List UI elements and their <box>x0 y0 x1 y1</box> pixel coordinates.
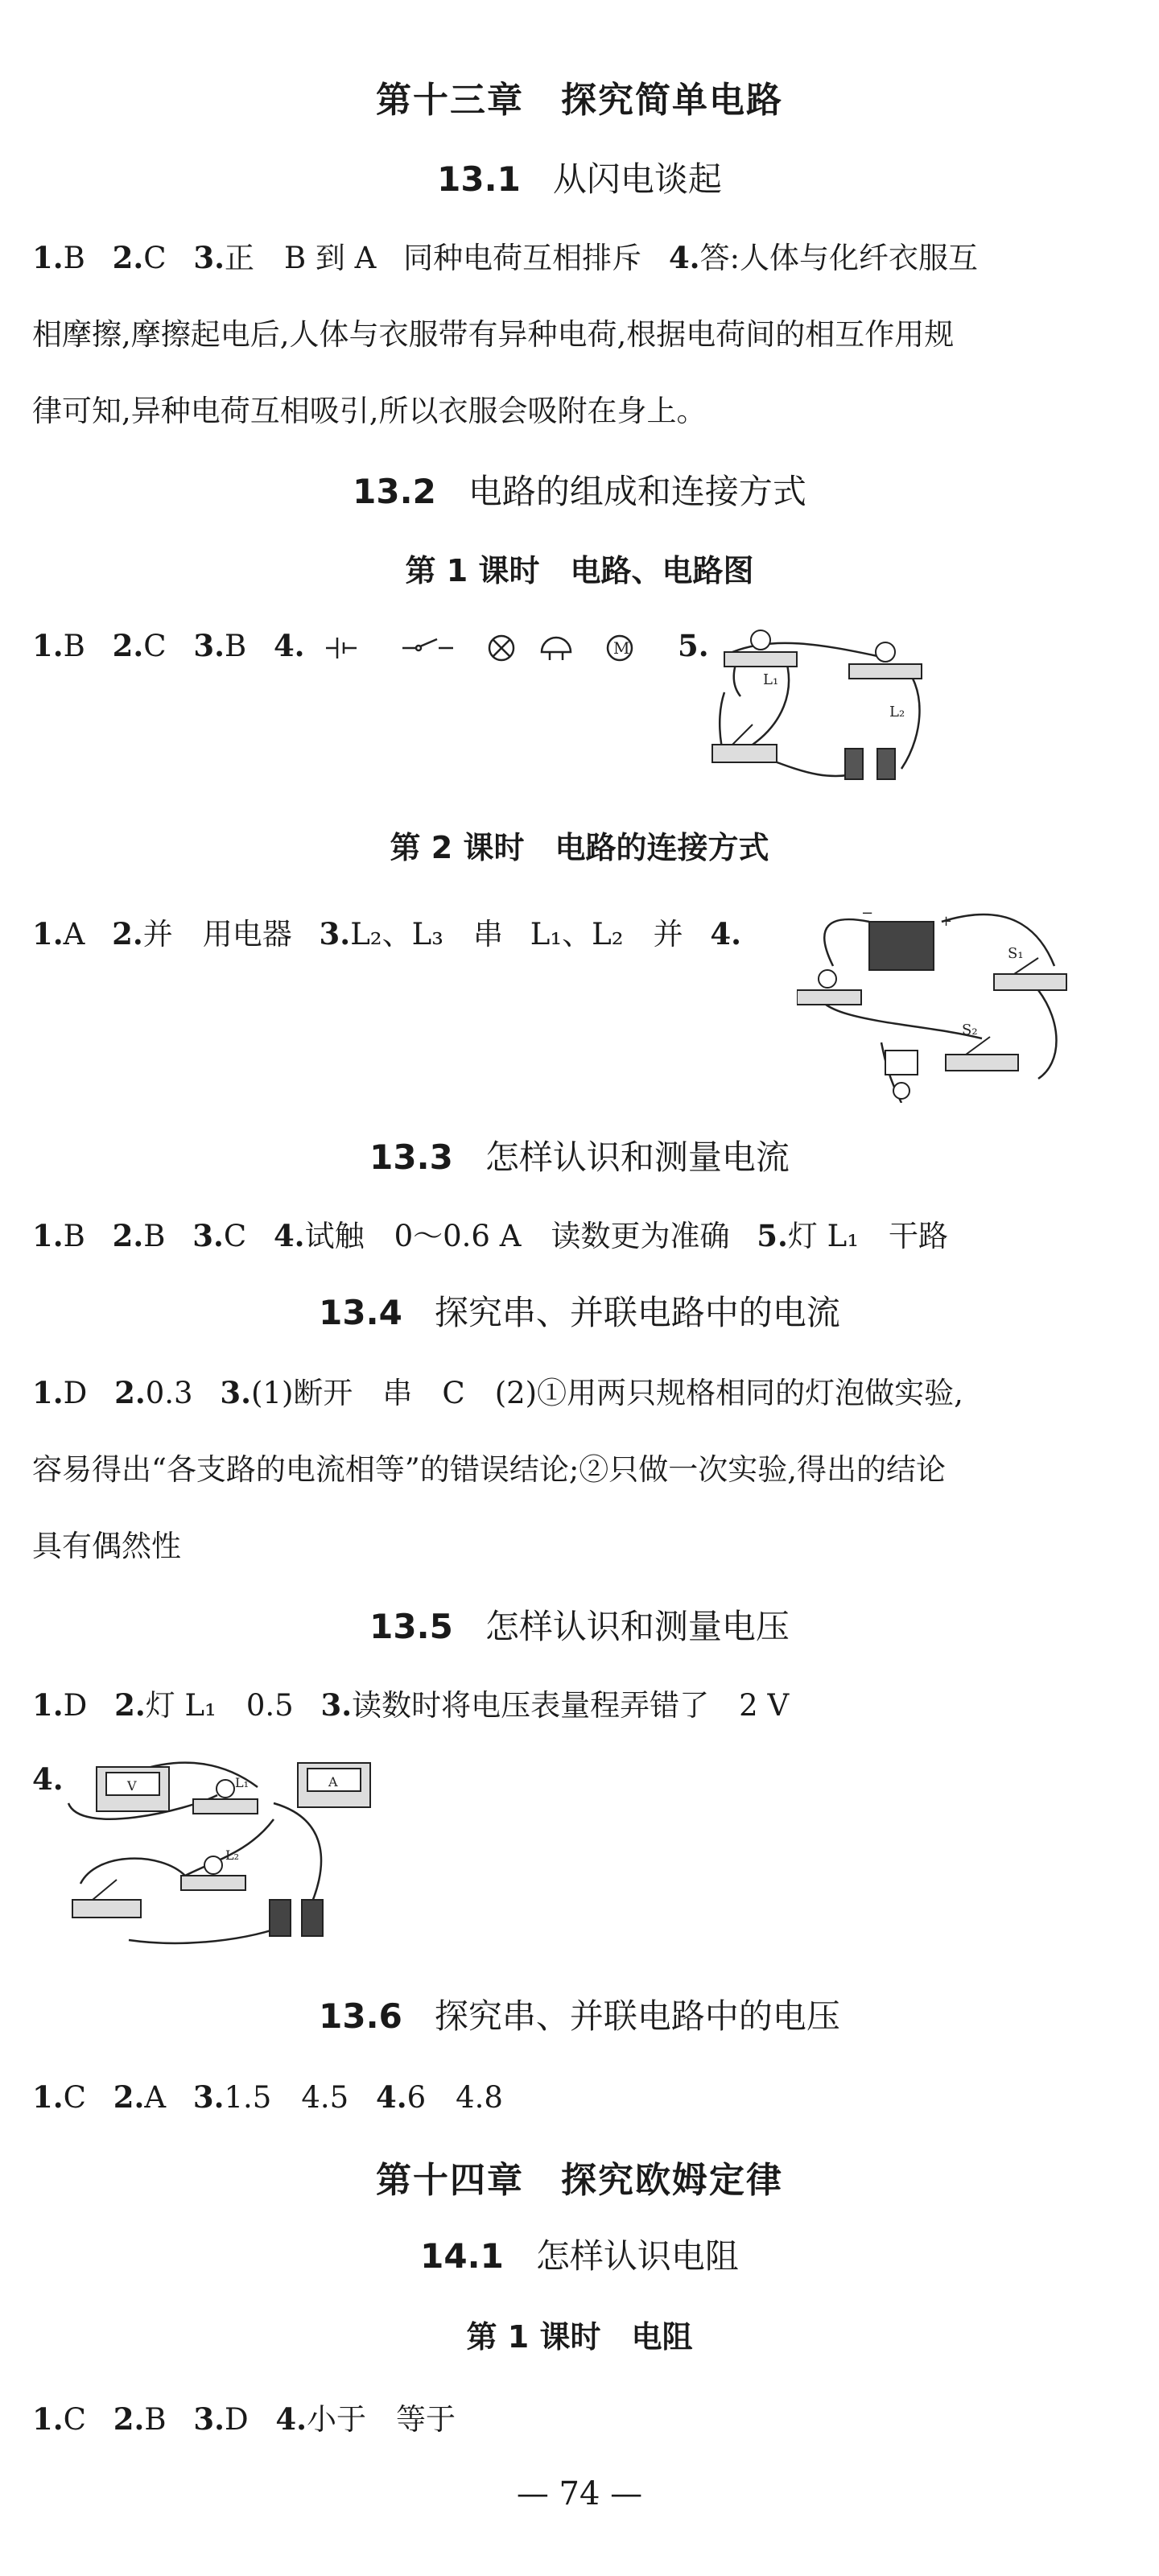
label-l1: L₁ <box>763 671 779 688</box>
label-l2: L₂ <box>889 704 905 720</box>
section-title-14-1: 14.1 怎样认识电阻 <box>420 2236 739 2276</box>
answer-line: 相摩擦,摩擦起电后,人体与衣服带有异种电荷,根据电荷间的相互作用规 <box>32 317 955 352</box>
section-title-13-5: 13.5 怎样认识和测量电压 <box>369 1607 790 1646</box>
svg-text:−: − <box>861 905 874 922</box>
circuit-diagram-4 <box>797 902 1070 1103</box>
circuit-symbols <box>326 628 680 668</box>
answer-line: 1.D 2.灯 L₁ 0.5 3.读数时将电压表量程弄错了 2 V <box>32 1687 790 1723</box>
label-s2: S₂ <box>962 1022 978 1038</box>
battery-pack <box>845 749 895 779</box>
bell-symbol-icon <box>542 638 571 660</box>
page-number: — 74 — <box>516 2475 643 2512</box>
svg-text:+: + <box>940 913 953 930</box>
switch-symbol-icon <box>402 639 453 650</box>
answer-line: 1.B 2.C 3.B 4. <box>32 628 305 663</box>
answer-line: 1.A 2.并 用电器 3.L₂、L₃ 串 L₁、L₂ 并 4. <box>32 916 741 952</box>
svg-text:L₂: L₂ <box>225 1847 240 1863</box>
chapter-title: 第十四章 探究欧姆定律 <box>376 2160 783 2201</box>
answer-line: 1.C 2.B 3.D 4.小于 等于 <box>32 2401 456 2437</box>
lesson-title: 第 2 课时 电路的连接方式 <box>390 830 769 865</box>
label-s1: S₁ <box>1008 945 1024 962</box>
question-number: 5. <box>678 628 709 663</box>
battery-box <box>869 922 934 970</box>
answer-line: 1.D 2.0.3 3.(1)断开 串 C (2)①用两只规格相同的灯泡做实验, <box>32 1375 963 1410</box>
lamp-holder <box>797 970 861 1005</box>
answer-line: 1.C 2.A 3.1.5 4.5 4.6 4.8 <box>32 2079 503 2115</box>
section-title-13-1: 13.1 从闪电谈起 <box>437 159 722 199</box>
answer-line: 容易得出“各支路的电流相等”的错误结论;②只做一次实验,得出的结论 <box>32 1452 947 1487</box>
answer-line: 1.B 2.C 3.正 B 到 A 同种电荷互相排斥 4.答:人体与化纤衣服互 <box>32 240 979 275</box>
svg-text:A: A <box>328 1774 338 1790</box>
bell <box>885 1051 918 1099</box>
section-title-13-2: 13.2 电路的组成和连接方式 <box>353 472 806 511</box>
section-title-13-3: 13.3 怎样认识和测量电流 <box>369 1137 790 1177</box>
circuit-diagram-13-5-4 <box>64 1755 386 1956</box>
switch-s2 <box>946 1037 1018 1071</box>
section-title-13-4: 13.4 探究串、并联电路中的电流 <box>319 1293 840 1332</box>
lamp-symbol-icon <box>489 636 514 660</box>
switch-board <box>72 1880 141 1918</box>
question-number: 4. <box>32 1761 64 1797</box>
svg-text:V: V <box>127 1778 137 1794</box>
section-title-13-6: 13.6 探究串、并联电路中的电压 <box>319 1996 840 2036</box>
lamp-holder-l1 <box>724 630 797 667</box>
lesson-title: 第 1 课时 电路、电路图 <box>405 553 754 588</box>
svg-text:M: M <box>613 638 630 658</box>
answer-line: 具有偶然性 <box>32 1529 181 1563</box>
circuit-diagram-5 <box>708 620 950 789</box>
lesson-title: 第 1 课时 电阻 <box>466 2319 693 2355</box>
answer-line: 律可知,异种电荷互相吸引,所以衣服会吸附在身上。 <box>32 394 707 428</box>
svg-text:L₁: L₁ <box>235 1775 250 1790</box>
battery-cells <box>270 1900 323 1936</box>
motor-symbol-icon <box>608 636 632 660</box>
switch-s1 <box>994 958 1066 990</box>
lamp-holder-l2 <box>849 642 922 679</box>
battery-symbol-icon <box>326 638 357 658</box>
answer-line: 1.B 2.B 3.C 4.试触 0～0.6 A 读数更为准确 5.灯 L₁ 干路 <box>32 1218 949 1253</box>
chapter-title: 第十三章 探究简单电路 <box>376 80 783 121</box>
